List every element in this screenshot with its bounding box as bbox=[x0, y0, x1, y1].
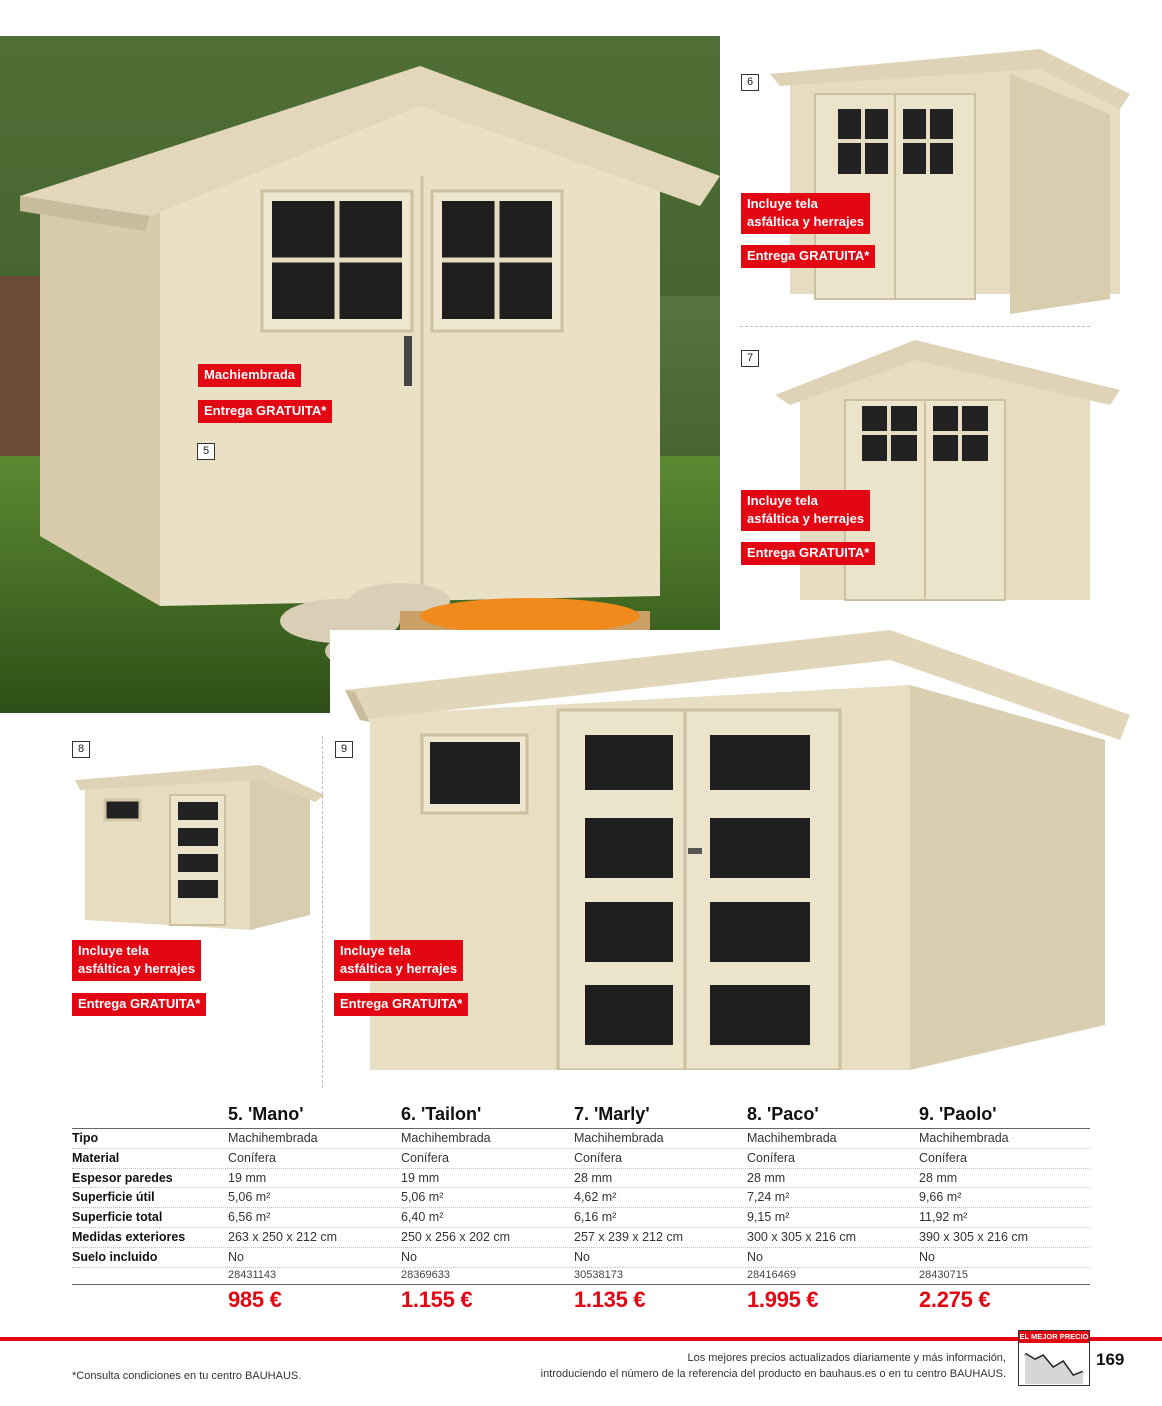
feature-tag-line: Incluye tela bbox=[747, 493, 818, 508]
spec-value: No bbox=[401, 1249, 417, 1264]
price-trend-icon bbox=[1023, 1346, 1087, 1384]
spec-value: 7,24 m² bbox=[747, 1190, 790, 1205]
spec-value: No bbox=[228, 1249, 244, 1264]
spec-row-medidas bbox=[72, 1228, 1090, 1248]
delivery-tag: Entrega GRATUITA* bbox=[198, 400, 332, 423]
spec-value: 19 mm bbox=[401, 1170, 440, 1185]
product-name: 7. 'Marly' bbox=[574, 1104, 650, 1124]
spec-value: Conífera bbox=[747, 1150, 795, 1165]
spec-value: 300 x 305 x 216 cm bbox=[747, 1229, 857, 1244]
section-divider bbox=[740, 326, 1090, 327]
feature-tag-line: Incluye tela bbox=[747, 196, 818, 211]
product-price: 1.155 € bbox=[401, 1286, 473, 1312]
spec-value: Machihembrada bbox=[228, 1131, 318, 1145]
product-number-paco: 8 bbox=[72, 741, 90, 758]
spec-label: Medidas exteriores bbox=[72, 1229, 186, 1244]
product-price: 1.995 € bbox=[747, 1286, 819, 1312]
footer-info-line: introduciendo el número de la referencia del producto en bauhaus.es o en tu centro BAUHAUS. bbox=[540, 1368, 1006, 1380]
spec-value: 28 mm bbox=[919, 1170, 958, 1185]
spec-label: Suelo incluido bbox=[72, 1249, 158, 1264]
spec-row-references bbox=[72, 1268, 1090, 1285]
spec-value: No bbox=[919, 1249, 935, 1264]
product-name: 9. 'Paolo' bbox=[919, 1104, 997, 1124]
spec-value: 9,66 m² bbox=[919, 1190, 962, 1205]
spec-value: 11,92 m² bbox=[919, 1210, 968, 1225]
spec-row-prices bbox=[72, 1285, 1090, 1319]
spec-value: 6,56 m² bbox=[228, 1210, 271, 1225]
spec-value: Conífera bbox=[401, 1150, 449, 1165]
product-reference: 28369633 bbox=[401, 1268, 450, 1281]
product-number-tailon: 6 bbox=[741, 74, 759, 91]
product-name: 8. 'Paco' bbox=[747, 1104, 819, 1124]
spec-value: Conífera bbox=[574, 1150, 622, 1165]
product-reference: 28430715 bbox=[919, 1268, 968, 1281]
feature-tag-line: asfáltica y herrajes bbox=[747, 511, 865, 526]
product-price: 1.135 € bbox=[574, 1286, 646, 1312]
product-price: 985 € bbox=[228, 1286, 282, 1312]
spec-row-espesor bbox=[72, 1169, 1090, 1189]
spec-value: Conífera bbox=[228, 1150, 276, 1165]
spec-value: 250 x 256 x 202 cm bbox=[401, 1229, 511, 1244]
product-reference: 28416469 bbox=[747, 1268, 796, 1281]
product-reference: 28431143 bbox=[228, 1268, 277, 1281]
spec-label: Material bbox=[72, 1150, 120, 1165]
product-name: 5. 'Mano' bbox=[228, 1104, 304, 1124]
spec-value: 19 mm bbox=[228, 1170, 267, 1185]
spec-value: Conífera bbox=[919, 1150, 967, 1165]
delivery-tag: Entrega GRATUITA* bbox=[741, 245, 875, 268]
section-divider bbox=[322, 736, 323, 1088]
spec-table bbox=[72, 1104, 1090, 1319]
spec-value: 263 x 250 x 212 cm bbox=[228, 1229, 338, 1244]
product-reference: 30538173 bbox=[574, 1268, 623, 1281]
spec-value: No bbox=[747, 1249, 763, 1264]
footer-rule bbox=[0, 1337, 1162, 1341]
delivery-tag: Entrega GRATUITA* bbox=[741, 542, 875, 565]
spec-value: 5,06 m² bbox=[228, 1190, 271, 1205]
spec-value: Machihembrada bbox=[919, 1131, 1009, 1145]
best-price-label: EL MEJOR PRECIO bbox=[1019, 1332, 1089, 1341]
product-number-marly: 7 bbox=[741, 350, 759, 367]
delivery-tag: Entrega GRATUITA* bbox=[334, 993, 468, 1016]
spec-label: Tipo bbox=[72, 1131, 99, 1145]
delivery-tag: Entrega GRATUITA* bbox=[72, 993, 206, 1016]
footer-info-line: Los mejores precios actualizados diariamente y más información, bbox=[687, 1352, 1006, 1364]
feature-tag bbox=[334, 940, 463, 981]
product-photo-tailon bbox=[740, 44, 1135, 322]
feature-tag bbox=[741, 193, 870, 234]
spec-row-superficie-total bbox=[72, 1208, 1090, 1228]
product-photo-mano bbox=[0, 36, 720, 713]
product-photo-paco bbox=[60, 740, 325, 940]
feature-tag bbox=[72, 940, 201, 981]
product-number-mano: 5 bbox=[197, 443, 215, 460]
spec-value: 6,16 m² bbox=[574, 1210, 617, 1225]
spec-label: Superficie total bbox=[72, 1210, 163, 1225]
spec-row-tipo bbox=[72, 1129, 1090, 1149]
footnote: *Consulta condiciones en tu centro BAUHAUS. bbox=[72, 1370, 302, 1382]
spec-value: 6,40 m² bbox=[401, 1210, 444, 1225]
product-number-paolo: 9 bbox=[335, 741, 353, 758]
feature-tag-line: asfáltica y herrajes bbox=[78, 961, 196, 976]
spec-value: 5,06 m² bbox=[401, 1190, 444, 1205]
product-name: 6. 'Tailon' bbox=[401, 1104, 482, 1124]
spec-row-superficie-util bbox=[72, 1188, 1090, 1208]
feature-tag-line: asfáltica y herrajes bbox=[747, 214, 865, 229]
spec-label: Superficie útil bbox=[72, 1190, 155, 1205]
feature-tag: Machiembrada bbox=[198, 364, 301, 387]
best-price-badge bbox=[1018, 1330, 1090, 1386]
page-number: 169 bbox=[1096, 1350, 1125, 1369]
spec-value: Machihembrada bbox=[401, 1131, 491, 1145]
spec-value: 9,15 m² bbox=[747, 1210, 790, 1225]
spec-value: 4,62 m² bbox=[574, 1190, 617, 1205]
spec-row-material bbox=[72, 1149, 1090, 1169]
spec-value: 28 mm bbox=[747, 1170, 786, 1185]
spec-row-suelo bbox=[72, 1248, 1090, 1268]
spec-value: 390 x 305 x 216 cm bbox=[919, 1229, 1029, 1244]
spec-value: 28 mm bbox=[574, 1170, 613, 1185]
spec-value: Machihembrada bbox=[747, 1131, 837, 1145]
spec-value: 257 x 239 x 212 cm bbox=[574, 1229, 684, 1244]
product-photo-marly bbox=[740, 340, 1135, 608]
feature-tag bbox=[741, 490, 870, 531]
feature-tag-line: Incluye tela bbox=[340, 943, 411, 958]
footer-info bbox=[541, 1350, 1006, 1382]
spec-header-row bbox=[72, 1104, 1090, 1128]
spec-value: No bbox=[574, 1249, 590, 1264]
spec-value: Machihembrada bbox=[574, 1131, 664, 1145]
product-price: 2.275 € bbox=[919, 1286, 991, 1312]
feature-tag-line: Incluye tela bbox=[78, 943, 149, 958]
feature-tag-line: asfáltica y herrajes bbox=[340, 961, 458, 976]
spec-label: Espesor paredes bbox=[72, 1170, 173, 1185]
